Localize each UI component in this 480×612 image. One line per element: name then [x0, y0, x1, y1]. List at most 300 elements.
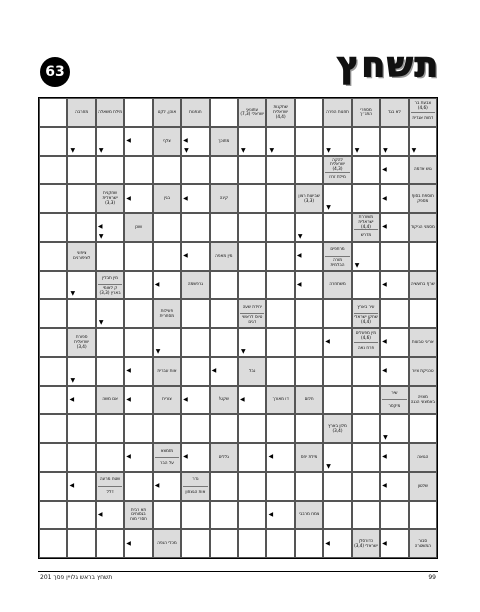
arrow-left-icon: ◀ [154, 280, 160, 288]
clue-cell [352, 299, 380, 328]
clue-text: משוררת ישראלית (4,4) [358, 214, 374, 229]
clue-text: פעילות מסחרית [159, 307, 175, 318]
arrow-left-icon: ◀ [126, 395, 131, 403]
clue-cell [295, 443, 323, 472]
answer-cell[interactable] [266, 328, 294, 357]
arrow-down-icon: ▼ [155, 347, 161, 355]
clue-text: חנפנות [189, 108, 202, 114]
clue-cell [96, 386, 124, 415]
clue-text: צלף [163, 137, 171, 143]
answer-cell[interactable] [39, 127, 67, 156]
answer-cell[interactable] [352, 156, 380, 185]
clue-cell [323, 242, 351, 271]
answer-cell[interactable] [295, 529, 323, 558]
answer-cell[interactable] [181, 501, 209, 530]
arrow-down-icon: ▼ [70, 376, 76, 384]
answer-cell[interactable] [153, 328, 181, 357]
arrow-down-icon: ▼ [70, 290, 76, 298]
answer-cell[interactable] [266, 127, 294, 156]
answer-cell[interactable] [39, 501, 67, 530]
answer-cell[interactable] [210, 98, 238, 127]
answer-cell[interactable] [96, 501, 124, 530]
answer-cell[interactable] [266, 357, 294, 386]
arrow-left-icon: ◀ [382, 367, 387, 375]
answer-cell[interactable] [39, 213, 67, 242]
clue-text: פרח נאה [354, 342, 378, 355]
arrow-down-icon: ▼ [241, 347, 246, 355]
answer-cell[interactable] [96, 156, 124, 185]
answer-cell[interactable] [352, 242, 380, 271]
clue-cell [96, 184, 124, 213]
answer-cell[interactable] [380, 443, 408, 472]
clue-text: ציפוני לציפורנים [72, 250, 91, 261]
answer-cell[interactable] [238, 414, 266, 443]
answer-cell[interactable] [295, 357, 323, 386]
answer-cell[interactable] [181, 443, 209, 472]
answer-cell[interactable] [352, 414, 380, 443]
answer-cell[interactable] [323, 501, 351, 530]
answer-cell[interactable] [295, 472, 323, 501]
clue-text: הגואה [417, 453, 429, 459]
arrow-down-icon: ▼ [383, 434, 388, 441]
arrow-left-icon: ◀ [296, 252, 302, 260]
answer-cell[interactable] [124, 386, 152, 415]
answer-cell[interactable] [181, 414, 209, 443]
clue-cell [295, 386, 323, 415]
clue-text: אוהן, לקט [157, 108, 177, 114]
answer-cell[interactable] [210, 213, 238, 242]
answer-cell[interactable] [238, 472, 266, 501]
answer-cell[interactable] [409, 414, 437, 443]
clue-cell [210, 242, 238, 271]
clue-text: מין תבלין [102, 275, 119, 281]
clue-text: תוספת בסוף מספק [411, 192, 434, 203]
clue-cell [409, 271, 437, 300]
answer-cell[interactable] [124, 443, 152, 472]
answer-cell[interactable] [380, 271, 408, 300]
answer-cell[interactable] [323, 328, 351, 357]
clue-cell [181, 472, 209, 501]
answer-cell[interactable] [39, 443, 67, 472]
answer-cell[interactable] [67, 271, 95, 300]
answer-cell[interactable] [67, 386, 95, 415]
clue-text: נבל [248, 367, 256, 373]
arrow-down-icon: ▼ [241, 146, 246, 154]
answer-cell[interactable] [266, 529, 294, 558]
answer-cell[interactable] [238, 127, 266, 156]
answer-cell[interactable] [266, 443, 294, 472]
crossword-grid [38, 97, 438, 559]
answer-cell[interactable] [266, 156, 294, 185]
clue-cell [380, 98, 408, 127]
clue-text: שחקן ישראלי (4,4) [354, 314, 378, 325]
clue-text: להקה ישראלית (4,3) [329, 156, 346, 172]
answer-cell[interactable] [295, 156, 323, 185]
answer-cell[interactable] [266, 299, 294, 328]
clue-cell [409, 184, 437, 213]
clue-cell [409, 357, 437, 386]
answer-cell[interactable] [39, 328, 67, 357]
answer-cell[interactable] [295, 414, 323, 443]
clue-text: שביעות רצון (3,3) [298, 192, 320, 203]
arrow-left-icon: ◀ [126, 194, 131, 202]
clue-cell [409, 386, 437, 415]
clue-text: לא בגד [387, 108, 401, 114]
arrow-left-icon: ◀ [382, 482, 387, 490]
answer-cell[interactable] [409, 299, 437, 328]
clue-text: ק לאומי בארץ (3,3) [99, 285, 121, 296]
clue-text: גרפשמה [187, 281, 203, 287]
answer-cell[interactable] [181, 156, 209, 185]
answer-cell[interactable] [238, 501, 266, 530]
arrow-left-icon: ◀ [183, 137, 188, 145]
answer-cell[interactable] [409, 501, 437, 530]
answer-cell[interactable] [96, 299, 124, 328]
answer-cell[interactable] [323, 386, 351, 415]
arrow-left-icon: ◀ [183, 453, 188, 461]
clue-text: על הבר [155, 457, 179, 470]
answer-cell[interactable] [266, 414, 294, 443]
clue-text: כדורסלן ישראלי (3,4) [354, 537, 378, 548]
arrow-left-icon: ◀ [268, 510, 274, 518]
answer-cell[interactable] [181, 184, 209, 213]
clue-cell [323, 271, 351, 300]
answer-cell[interactable] [96, 242, 124, 271]
answer-cell[interactable] [323, 184, 351, 213]
answer-cell[interactable] [380, 242, 408, 271]
answer-cell[interactable] [67, 357, 95, 386]
answer-cell[interactable] [39, 98, 67, 127]
clue-text: מילת יחס [300, 453, 318, 459]
answer-cell[interactable] [295, 98, 323, 127]
clue-cell [409, 156, 437, 185]
answer-cell[interactable] [153, 271, 181, 300]
clue-cell [124, 501, 152, 530]
arrow-left-icon: ◀ [382, 194, 387, 202]
answer-cell[interactable] [380, 299, 408, 328]
answer-cell[interactable] [39, 156, 67, 185]
answer-cell[interactable] [238, 242, 266, 271]
arrow-down-icon: ▼ [326, 146, 331, 154]
clue-text: שטח מרעה [99, 476, 121, 482]
answer-cell[interactable] [67, 529, 95, 558]
clue-text: תחנות הפרה [326, 108, 349, 114]
answer-cell[interactable] [39, 357, 67, 386]
arrow-down-icon: ▼ [98, 319, 104, 326]
answer-cell[interactable] [124, 357, 152, 386]
arrow-left-icon: ◀ [126, 137, 131, 145]
clue-text: חלום [304, 396, 314, 402]
clue-text: שתקנות ישראלית (4,4) [273, 104, 289, 119]
answer-cell[interactable] [210, 328, 238, 357]
answer-cell[interactable] [352, 127, 380, 156]
clue-cell [352, 213, 380, 242]
answer-cell[interactable] [238, 328, 266, 357]
clue-text: סבור המשטרה [414, 537, 431, 548]
answer-cell[interactable] [181, 529, 209, 558]
answer-cell[interactable] [352, 472, 380, 501]
clue-text: מזמצא [160, 447, 174, 453]
clue-text: שוכן [134, 223, 143, 229]
answer-cell[interactable] [323, 299, 351, 328]
answer-cell[interactable] [124, 299, 152, 328]
answer-cell[interactable] [96, 529, 124, 558]
answer-cell[interactable] [380, 184, 408, 213]
clue-text: מין מאפה [215, 252, 233, 258]
answer-cell[interactable] [323, 529, 351, 558]
answer-cell[interactable] [380, 127, 408, 156]
answer-cell[interactable] [295, 242, 323, 271]
clue-text: בגין [163, 195, 171, 201]
answer-cell[interactable] [67, 184, 95, 213]
clue-text: שיר [391, 390, 398, 396]
answer-cell[interactable] [380, 529, 408, 558]
clue-text: שרף בתעשיה [410, 281, 435, 287]
clue-text: ספורת ישראלית (3,4) [74, 334, 90, 349]
clue-text: יחידת שעה [242, 303, 262, 309]
arrow-left-icon: ◀ [325, 338, 330, 346]
arrow-left-icon: ◀ [296, 280, 302, 288]
answer-cell[interactable] [323, 472, 351, 501]
answer-cell[interactable] [380, 357, 408, 386]
arrow-left-icon: ◀ [97, 223, 103, 231]
answer-cell[interactable] [67, 127, 95, 156]
answer-cell[interactable] [181, 357, 209, 386]
clue-text: מיקסר [382, 399, 406, 412]
answer-cell[interactable] [181, 328, 209, 357]
clue-text: מרתפים [330, 246, 345, 252]
clue-text: מלון בארץ (3,4) [328, 422, 347, 433]
arrow-left-icon: ◀ [382, 223, 387, 231]
answer-cell[interactable] [96, 443, 124, 472]
clue-text: מכלי הנפה [157, 540, 177, 546]
arrow-left-icon: ◀ [240, 395, 245, 403]
clue-text: עתונאי ישראלי (7,3) [240, 106, 265, 117]
answer-cell[interactable] [238, 529, 266, 558]
answer-cell[interactable] [238, 213, 266, 242]
arrow-left-icon: ◀ [183, 252, 188, 260]
clue-cell [153, 357, 181, 386]
clue-text: גללים [218, 453, 229, 459]
answer-cell[interactable] [39, 184, 67, 213]
clue-cell [96, 98, 124, 127]
clue-cell [323, 414, 351, 443]
answer-cell[interactable] [67, 299, 95, 328]
answer-cell[interactable] [181, 386, 209, 415]
answer-cell[interactable] [238, 443, 266, 472]
answer-cell[interactable] [323, 443, 351, 472]
answer-cell[interactable] [352, 271, 380, 300]
clue-text: אם משה [102, 396, 118, 402]
answer-cell[interactable] [210, 271, 238, 300]
answer-cell[interactable] [39, 242, 67, 271]
answer-cell[interactable] [238, 386, 266, 415]
answer-cell[interactable] [266, 271, 294, 300]
clue-cell [67, 98, 95, 127]
clue-text: עיר בארץ [357, 303, 375, 309]
answer-cell[interactable] [380, 501, 408, 530]
answer-cell[interactable] [352, 386, 380, 415]
clue-text: שחקנית ישראלית (3,3) [102, 190, 118, 206]
answer-cell[interactable] [210, 156, 238, 185]
answer-cell[interactable] [323, 127, 351, 156]
arrow-down-icon: ▼ [326, 204, 331, 211]
answer-cell[interactable] [352, 501, 380, 530]
answer-cell[interactable] [210, 357, 238, 386]
answer-cell[interactable] [210, 472, 238, 501]
answer-cell[interactable] [153, 213, 181, 242]
clue-text: מתוכך [218, 137, 230, 143]
answer-cell[interactable] [39, 472, 67, 501]
footer-text: תשחץ בראש גלויין פסך 201 [40, 574, 113, 581]
answer-cell[interactable] [96, 213, 124, 242]
answer-cell[interactable] [39, 414, 67, 443]
answer-cell[interactable] [409, 127, 437, 156]
clue-text: שלטון [417, 482, 428, 488]
clue-cell [67, 328, 95, 357]
answer-cell[interactable] [124, 529, 152, 558]
answer-cell[interactable] [295, 271, 323, 300]
answer-cell[interactable] [295, 127, 323, 156]
arrow-left-icon: ◀ [97, 510, 103, 518]
clue-cell [210, 443, 238, 472]
clue-text: טיוס לראשי דגים [240, 313, 264, 326]
answer-cell[interactable] [295, 299, 323, 328]
answer-cell[interactable] [153, 414, 181, 443]
answer-cell[interactable] [380, 156, 408, 185]
clue-cell [153, 184, 181, 213]
clue-text: קינה [219, 195, 228, 201]
clue-text: מילת זרוז [325, 172, 349, 182]
answer-cell[interactable] [380, 213, 408, 242]
clue-cell [96, 271, 124, 300]
answer-cell[interactable] [153, 156, 181, 185]
answer-cell[interactable] [181, 213, 209, 242]
clue-cell [323, 156, 351, 185]
arrow-left-icon: ◀ [69, 482, 75, 490]
clue-text: טכניקת ציור [412, 367, 434, 373]
answer-cell[interactable] [352, 357, 380, 386]
clue-text: מצויה באמצעי הנגה [410, 394, 435, 404]
answer-cell[interactable] [67, 443, 95, 472]
answer-cell[interactable] [266, 501, 294, 530]
answer-cell[interactable] [124, 271, 152, 300]
arrow-left-icon: ◀ [154, 482, 160, 490]
answer-cell[interactable] [181, 242, 209, 271]
answer-cell[interactable] [238, 271, 266, 300]
answer-cell[interactable] [39, 529, 67, 558]
arrow-left-icon: ◀ [126, 539, 131, 547]
arrow-left-icon: ◀ [126, 453, 131, 461]
clue-cell [352, 328, 380, 357]
answer-cell[interactable] [124, 472, 152, 501]
answer-cell[interactable] [96, 328, 124, 357]
answer-cell[interactable] [96, 357, 124, 386]
clue-text: אריגי טבעות [411, 338, 434, 344]
arrow-left-icon: ◀ [382, 165, 387, 173]
clue-text: צמח מרבבי [298, 511, 320, 517]
clue-text: גוש אדמה [413, 166, 432, 172]
clue-text: שקט! [218, 396, 229, 402]
answer-cell[interactable] [210, 529, 238, 558]
answer-cell[interactable] [124, 242, 152, 271]
answer-cell[interactable] [39, 271, 67, 300]
answer-cell[interactable] [266, 213, 294, 242]
answer-cell[interactable] [39, 299, 67, 328]
answer-cell[interactable] [295, 213, 323, 242]
answer-cell[interactable] [67, 213, 95, 242]
answer-cell[interactable] [210, 501, 238, 530]
clue-text: תא רבית בגסוחים חסרי מוח [130, 506, 147, 522]
answer-cell[interactable] [124, 156, 152, 185]
answer-cell[interactable] [380, 472, 408, 501]
arrow-down-icon: ▼ [354, 146, 360, 154]
answer-cell[interactable] [96, 414, 124, 443]
clue-cell [266, 98, 294, 127]
answer-cell[interactable] [380, 328, 408, 357]
answer-cell[interactable] [153, 242, 181, 271]
arrow-down-icon: ▼ [184, 146, 189, 154]
clue-cell [124, 213, 152, 242]
answer-cell[interactable] [67, 501, 95, 530]
answer-cell[interactable] [266, 472, 294, 501]
answer-cell[interactable] [67, 414, 95, 443]
answer-cell[interactable] [181, 127, 209, 156]
answer-cell[interactable] [124, 184, 152, 213]
answer-cell[interactable] [323, 213, 351, 242]
arrow-down-icon: ▼ [98, 146, 104, 154]
answer-cell[interactable] [153, 472, 181, 501]
answer-cell[interactable] [266, 242, 294, 271]
clue-cell [409, 213, 437, 242]
answer-cell[interactable] [67, 156, 95, 185]
answer-cell[interactable] [380, 414, 408, 443]
clue-cell [153, 386, 181, 415]
answer-cell[interactable] [352, 443, 380, 472]
clue-cell [67, 242, 95, 271]
arrow-left-icon: ◀ [382, 453, 387, 461]
answer-cell[interactable] [124, 414, 152, 443]
clue-cell [238, 357, 266, 386]
answer-cell[interactable] [124, 127, 152, 156]
answer-cell[interactable] [409, 242, 437, 271]
answer-cell[interactable] [153, 501, 181, 530]
answer-cell[interactable] [181, 299, 209, 328]
answer-cell[interactable] [96, 127, 124, 156]
arrow-down-icon: ▼ [383, 146, 388, 154]
answer-cell[interactable] [352, 184, 380, 213]
clue-cell [153, 127, 181, 156]
answer-cell[interactable] [39, 386, 67, 415]
clue-text: מחרבה [75, 108, 89, 114]
answer-cell[interactable] [238, 184, 266, 213]
clue-text: אות עברית [157, 367, 177, 373]
answer-cell[interactable] [124, 98, 152, 127]
answer-cell[interactable] [238, 156, 266, 185]
clue-text: משתחרה [329, 281, 346, 287]
puzzle-number-badge: 63 [40, 57, 70, 87]
answer-cell[interactable] [210, 414, 238, 443]
clue-cell [352, 529, 380, 558]
answer-cell[interactable] [295, 328, 323, 357]
clue-cell [153, 299, 181, 328]
answer-cell[interactable] [323, 357, 351, 386]
answer-cell[interactable] [210, 299, 238, 328]
answer-cell[interactable] [67, 472, 95, 501]
clue-cell [295, 501, 323, 530]
answer-cell[interactable] [266, 184, 294, 213]
answer-cell[interactable] [124, 328, 152, 357]
